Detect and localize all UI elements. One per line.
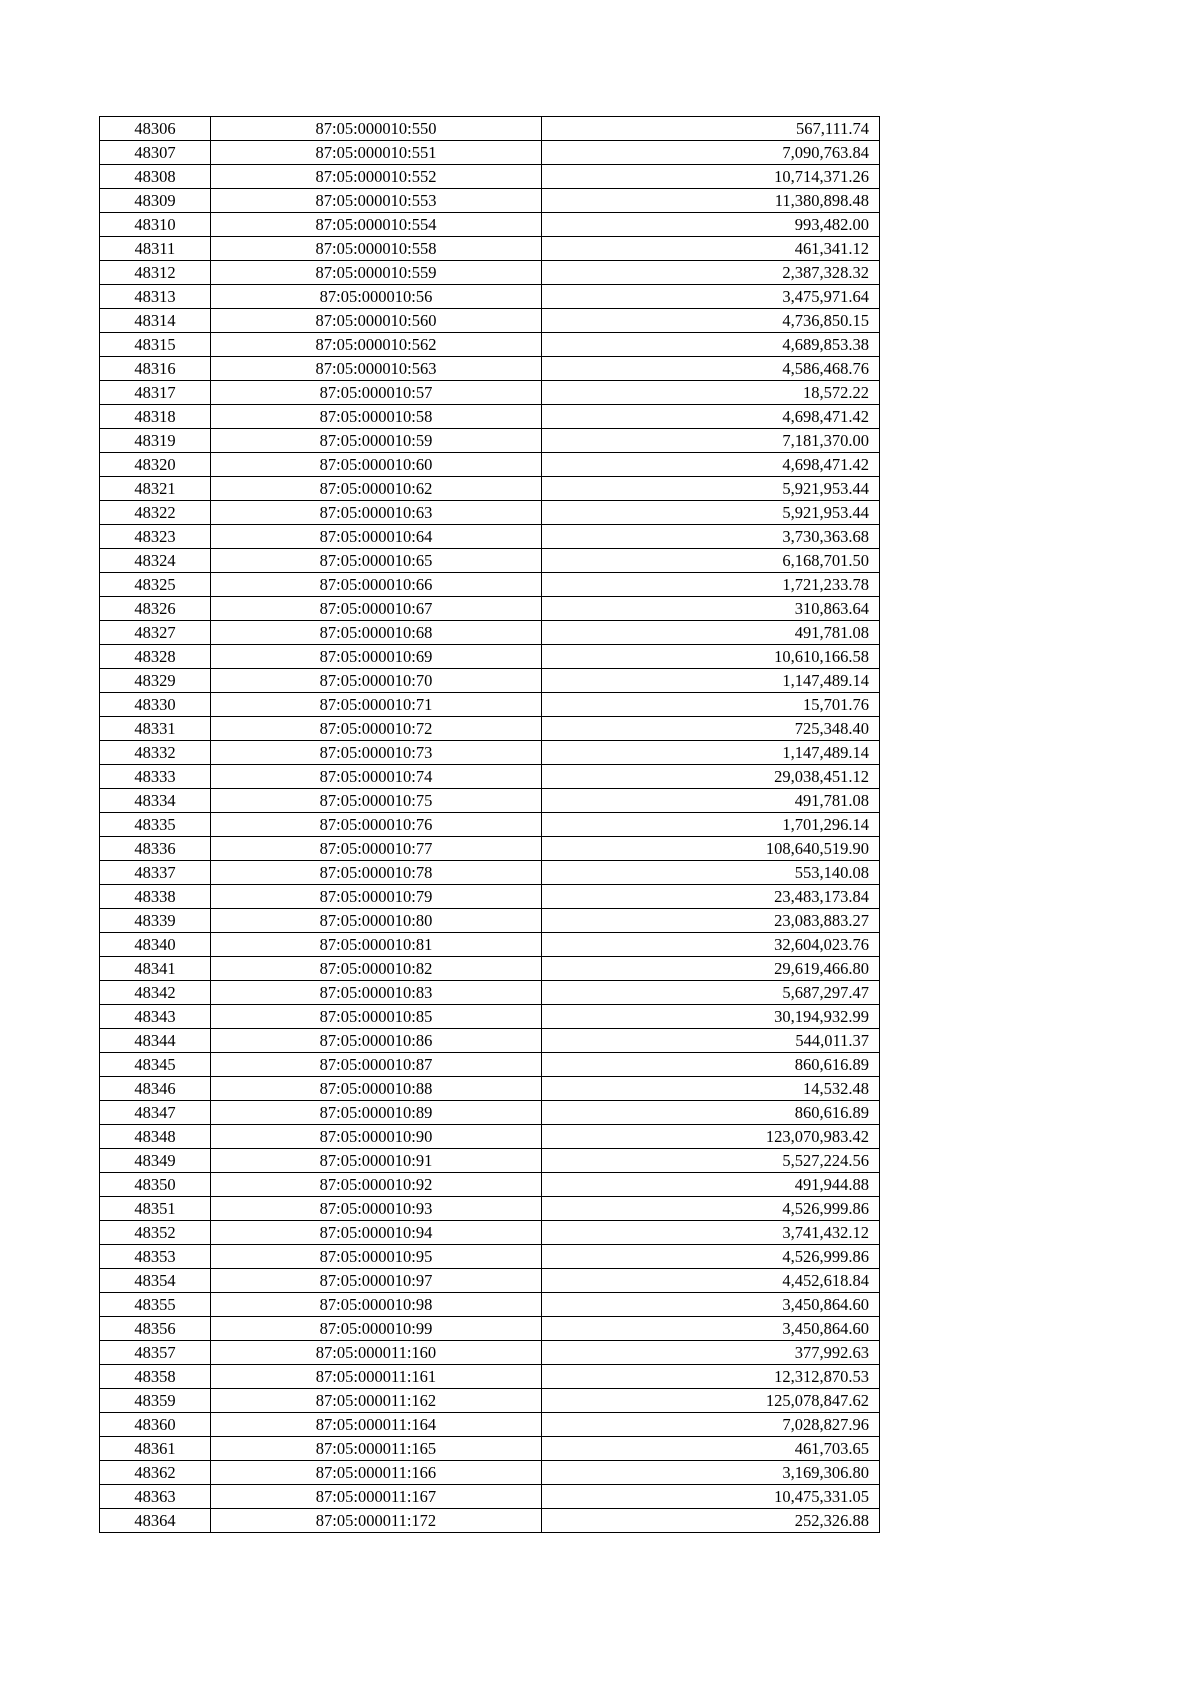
table-row [100,117,880,141]
cadastral-number-cell: 87:05:000010:73 [211,741,542,765]
row-number-cell: 48335 [100,813,211,837]
value-cell: 125,078,847.62 [542,1389,880,1413]
row-number-cell: 48334 [100,789,211,813]
table-row [100,453,880,477]
value-cell: 4,736,850.15 [542,309,880,333]
cadastral-number-cell: 87:05:000010:66 [211,573,542,597]
cadastral-number-cell: 87:05:000011:165 [211,1437,542,1461]
table-row [100,1149,880,1173]
row-number-cell: 48351 [100,1197,211,1221]
value-cell: 3,741,432.12 [542,1221,880,1245]
value-cell: 310,863.64 [542,597,880,621]
table-row [100,669,880,693]
row-number-cell: 48359 [100,1389,211,1413]
table-row [100,1053,880,1077]
table-row [100,1173,880,1197]
cadastral-number-cell: 87:05:000010:99 [211,1317,542,1341]
row-number-cell: 48325 [100,573,211,597]
value-cell: 1,147,489.14 [542,669,880,693]
row-number-cell: 48352 [100,1221,211,1245]
row-number-cell: 48356 [100,1317,211,1341]
table-row [100,1341,880,1365]
row-number-cell: 48355 [100,1293,211,1317]
cadastral-number-cell: 87:05:000010:68 [211,621,542,645]
row-number-cell: 48338 [100,885,211,909]
row-number-cell: 48330 [100,693,211,717]
cadastral-number-cell: 87:05:000010:552 [211,165,542,189]
value-cell: 553,140.08 [542,861,880,885]
value-cell: 18,572.22 [542,381,880,405]
table-row [100,573,880,597]
value-cell: 377,992.63 [542,1341,880,1365]
table-row [100,813,880,837]
value-cell: 2,387,328.32 [542,261,880,285]
row-number-cell: 48331 [100,717,211,741]
cadastral-number-cell: 87:05:000010:82 [211,957,542,981]
value-cell: 108,640,519.90 [542,837,880,861]
cadastral-number-cell: 87:05:000010:98 [211,1293,542,1317]
value-cell: 7,028,827.96 [542,1413,880,1437]
cadastral-number-cell: 87:05:000010:97 [211,1269,542,1293]
row-number-cell: 48350 [100,1173,211,1197]
table-row [100,501,880,525]
cadastral-number-cell: 87:05:000010:60 [211,453,542,477]
value-cell: 12,312,870.53 [542,1365,880,1389]
value-cell: 30,194,932.99 [542,1005,880,1029]
table-row [100,261,880,285]
value-cell: 5,687,297.47 [542,981,880,1005]
cadastral-number-cell: 87:05:000010:63 [211,501,542,525]
row-number-cell: 48313 [100,285,211,309]
value-cell: 4,526,999.86 [542,1245,880,1269]
value-cell: 4,526,999.86 [542,1197,880,1221]
row-number-cell: 48344 [100,1029,211,1053]
cadastral-number-cell: 87:05:000011:160 [211,1341,542,1365]
cadastral-number-cell: 87:05:000010:551 [211,141,542,165]
cadastral-number-cell: 87:05:000010:74 [211,765,542,789]
table-row [100,1485,880,1509]
table-body [100,117,880,1533]
row-number-cell: 48333 [100,765,211,789]
cadastral-number-cell: 87:05:000010:87 [211,1053,542,1077]
cadastral-number-cell: 87:05:000011:161 [211,1365,542,1389]
value-cell: 5,921,953.44 [542,477,880,501]
value-cell: 4,698,471.42 [542,405,880,429]
row-number-cell: 48357 [100,1341,211,1365]
row-number-cell: 48332 [100,741,211,765]
table-row [100,285,880,309]
table-row [100,765,880,789]
cadastral-number-cell: 87:05:000010:86 [211,1029,542,1053]
row-number-cell: 48329 [100,669,211,693]
value-cell: 860,616.89 [542,1101,880,1125]
cadastral-number-cell: 87:05:000010:92 [211,1173,542,1197]
cadastral-number-cell: 87:05:000011:167 [211,1485,542,1509]
table-row [100,1269,880,1293]
table-row [100,837,880,861]
row-number-cell: 48339 [100,909,211,933]
value-cell: 32,604,023.76 [542,933,880,957]
table-row [100,1029,880,1053]
cadastral-number-cell: 87:05:000010:79 [211,885,542,909]
cadastral-number-cell: 87:05:000010:95 [211,1245,542,1269]
table-row [100,1389,880,1413]
cadastral-number-cell: 87:05:000010:90 [211,1125,542,1149]
row-number-cell: 48322 [100,501,211,525]
row-number-cell: 48343 [100,1005,211,1029]
row-number-cell: 48348 [100,1125,211,1149]
table-row [100,1221,880,1245]
cadastral-number-cell: 87:05:000010:58 [211,405,542,429]
row-number-cell: 48362 [100,1461,211,1485]
table-row [100,333,880,357]
value-cell: 1,147,489.14 [542,741,880,765]
value-cell: 5,527,224.56 [542,1149,880,1173]
cadastral-number-cell: 87:05:000010:80 [211,909,542,933]
table-row [100,1509,880,1533]
table-row [100,885,880,909]
value-cell: 252,326.88 [542,1509,880,1533]
cadastral-number-cell: 87:05:000010:71 [211,693,542,717]
cadastral-number-cell: 87:05:000010:88 [211,1077,542,1101]
row-number-cell: 48315 [100,333,211,357]
table-row [100,1413,880,1437]
row-number-cell: 48340 [100,933,211,957]
cadastral-number-cell: 87:05:000010:550 [211,117,542,141]
row-number-cell: 48327 [100,621,211,645]
cadastral-number-cell: 87:05:000011:164 [211,1413,542,1437]
row-number-cell: 48358 [100,1365,211,1389]
table-row [100,693,880,717]
table-row [100,1317,880,1341]
value-cell: 3,730,363.68 [542,525,880,549]
cadastral-number-cell: 87:05:000010:559 [211,261,542,285]
row-number-cell: 48349 [100,1149,211,1173]
row-number-cell: 48364 [100,1509,211,1533]
table-row [100,789,880,813]
row-number-cell: 48320 [100,453,211,477]
row-number-cell: 48326 [100,597,211,621]
cadastral-number-cell: 87:05:000011:162 [211,1389,542,1413]
row-number-cell: 48323 [100,525,211,549]
value-cell: 544,011.37 [542,1029,880,1053]
row-number-cell: 48311 [100,237,211,261]
row-number-cell: 48337 [100,861,211,885]
table-row [100,213,880,237]
cadastral-number-cell: 87:05:000010:554 [211,213,542,237]
table-row [100,381,880,405]
row-number-cell: 48321 [100,477,211,501]
row-number-cell: 48341 [100,957,211,981]
value-cell: 491,944.88 [542,1173,880,1197]
cadastral-number-cell: 87:05:000010:62 [211,477,542,501]
value-cell: 3,475,971.64 [542,285,880,309]
value-cell: 4,698,471.42 [542,453,880,477]
table-row [100,1293,880,1317]
value-cell: 29,619,466.80 [542,957,880,981]
table-row [100,1005,880,1029]
row-number-cell: 48317 [100,381,211,405]
table-row [100,957,880,981]
row-number-cell: 48353 [100,1245,211,1269]
value-cell: 491,781.08 [542,789,880,813]
value-cell: 1,701,296.14 [542,813,880,837]
value-cell: 10,475,331.05 [542,1485,880,1509]
cadastral-number-cell: 87:05:000010:83 [211,981,542,1005]
cadastral-number-cell: 87:05:000010:78 [211,861,542,885]
row-number-cell: 48310 [100,213,211,237]
cadastral-number-cell: 87:05:000010:67 [211,597,542,621]
cadastral-number-cell: 87:05:000010:93 [211,1197,542,1221]
value-cell: 15,701.76 [542,693,880,717]
row-number-cell: 48309 [100,189,211,213]
value-cell: 23,083,883.27 [542,909,880,933]
row-number-cell: 48328 [100,645,211,669]
row-number-cell: 48346 [100,1077,211,1101]
table-row [100,357,880,381]
value-cell: 10,714,371.26 [542,165,880,189]
row-number-cell: 48361 [100,1437,211,1461]
row-number-cell: 48316 [100,357,211,381]
table-row [100,141,880,165]
value-cell: 4,452,618.84 [542,1269,880,1293]
value-cell: 10,610,166.58 [542,645,880,669]
table-row [100,1101,880,1125]
table-row [100,1245,880,1269]
row-number-cell: 48342 [100,981,211,1005]
value-cell: 3,169,306.80 [542,1461,880,1485]
row-number-cell: 48306 [100,117,211,141]
value-cell: 993,482.00 [542,213,880,237]
row-number-cell: 48314 [100,309,211,333]
table-row [100,933,880,957]
cadastral-number-cell: 87:05:000010:59 [211,429,542,453]
value-cell: 11,380,898.48 [542,189,880,213]
data-table [99,116,880,1533]
value-cell: 7,090,763.84 [542,141,880,165]
value-cell: 725,348.40 [542,717,880,741]
table-row [100,1461,880,1485]
table-row [100,477,880,501]
table-row [100,1437,880,1461]
table-row [100,1365,880,1389]
cadastral-number-cell: 87:05:000010:563 [211,357,542,381]
row-number-cell: 48308 [100,165,211,189]
table-row [100,981,880,1005]
row-number-cell: 48324 [100,549,211,573]
cadastral-number-cell: 87:05:000010:64 [211,525,542,549]
value-cell: 3,450,864.60 [542,1293,880,1317]
value-cell: 6,168,701.50 [542,549,880,573]
table-row [100,597,880,621]
cadastral-number-cell: 87:05:000010:85 [211,1005,542,1029]
value-cell: 5,921,953.44 [542,501,880,525]
cadastral-number-cell: 87:05:000010:65 [211,549,542,573]
value-cell: 567,111.74 [542,117,880,141]
row-number-cell: 48347 [100,1101,211,1125]
cadastral-number-cell: 87:05:000010:57 [211,381,542,405]
table-row [100,525,880,549]
value-cell: 4,689,853.38 [542,333,880,357]
value-cell: 14,532.48 [542,1077,880,1101]
cadastral-number-cell: 87:05:000010:72 [211,717,542,741]
table-row [100,861,880,885]
row-number-cell: 48363 [100,1485,211,1509]
row-number-cell: 48312 [100,261,211,285]
value-cell: 461,703.65 [542,1437,880,1461]
table-row [100,717,880,741]
table-row [100,1077,880,1101]
cadastral-number-cell: 87:05:000010:56 [211,285,542,309]
table-row [100,741,880,765]
cadastral-number-cell: 87:05:000010:70 [211,669,542,693]
value-cell: 1,721,233.78 [542,573,880,597]
table-row [100,405,880,429]
table-row [100,1197,880,1221]
row-number-cell: 48307 [100,141,211,165]
cadastral-number-cell: 87:05:000010:89 [211,1101,542,1125]
cadastral-number-cell: 87:05:000010:553 [211,189,542,213]
table-row [100,429,880,453]
row-number-cell: 48354 [100,1269,211,1293]
table-row [100,549,880,573]
cadastral-number-cell: 87:05:000011:166 [211,1461,542,1485]
table-row [100,621,880,645]
table-row [100,1125,880,1149]
table-row [100,309,880,333]
row-number-cell: 48336 [100,837,211,861]
cadastral-number-cell: 87:05:000010:558 [211,237,542,261]
cadastral-number-cell: 87:05:000010:94 [211,1221,542,1245]
cadastral-number-cell: 87:05:000011:172 [211,1509,542,1533]
cadastral-number-cell: 87:05:000010:69 [211,645,542,669]
cadastral-number-cell: 87:05:000010:560 [211,309,542,333]
table-row [100,645,880,669]
value-cell: 29,038,451.12 [542,765,880,789]
cadastral-number-cell: 87:05:000010:81 [211,933,542,957]
value-cell: 3,450,864.60 [542,1317,880,1341]
cadastral-number-cell: 87:05:000010:91 [211,1149,542,1173]
row-number-cell: 48360 [100,1413,211,1437]
row-number-cell: 48319 [100,429,211,453]
table-row [100,909,880,933]
cadastral-number-cell: 87:05:000010:76 [211,813,542,837]
row-number-cell: 48318 [100,405,211,429]
cadastral-number-cell: 87:05:000010:77 [211,837,542,861]
table-row [100,165,880,189]
cadastral-number-cell: 87:05:000010:75 [211,789,542,813]
table-row [100,237,880,261]
cadastral-number-cell: 87:05:000010:562 [211,333,542,357]
value-cell: 491,781.08 [542,621,880,645]
value-cell: 123,070,983.42 [542,1125,880,1149]
value-cell: 461,341.12 [542,237,880,261]
value-cell: 4,586,468.76 [542,357,880,381]
value-cell: 7,181,370.00 [542,429,880,453]
row-number-cell: 48345 [100,1053,211,1077]
value-cell: 860,616.89 [542,1053,880,1077]
table-row [100,189,880,213]
value-cell: 23,483,173.84 [542,885,880,909]
